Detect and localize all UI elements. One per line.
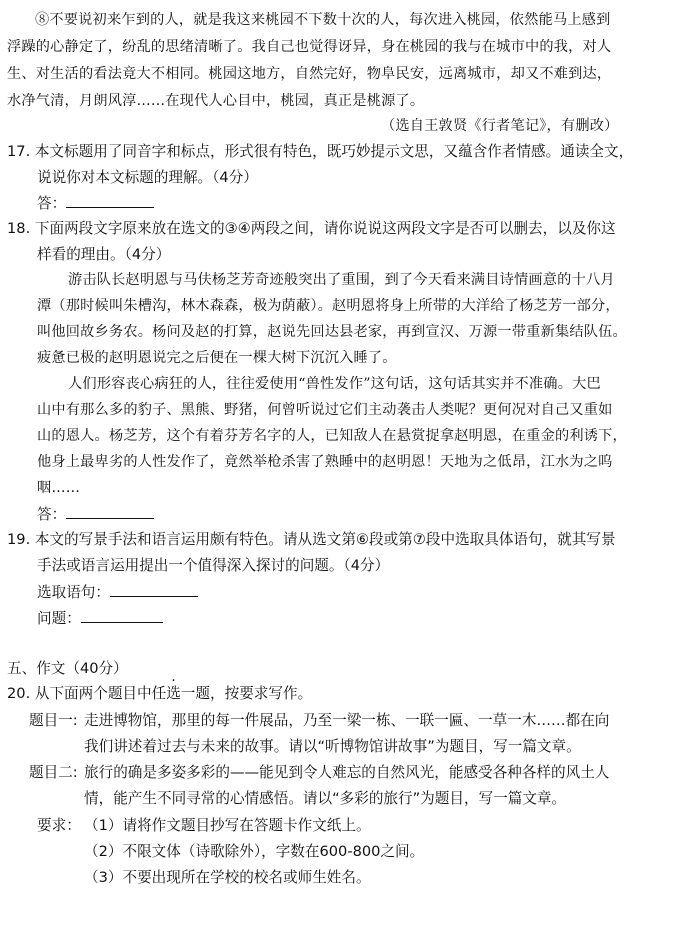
requirement-item: （3）不要出现所在学校的校名或师生姓名。 <box>84 869 371 886</box>
section-heading: 五、作文（40分） <box>7 660 128 677</box>
question-label: 问题： <box>37 610 81 627</box>
question-17-answer <box>37 193 154 214</box>
question-18-line: 18. 下面两段文字原来放在选文的③④两段之间，请你说说这两段文字是否可以删去，以及你这 <box>7 220 616 237</box>
topic1-line: 我们讲述着过去与未来的故事。请以“听博物馆讲故事”为题目，写一篇文章。 <box>84 738 581 755</box>
answer-blank[interactable] <box>66 193 154 208</box>
answer-label: 答： <box>37 195 67 212</box>
question-20-line <box>7 684 312 704</box>
passage-line: ⑧不要说初来乍到的人，就是我这来桃园不下数十次的人，每次进入桃园，依然能马上感到 <box>35 12 611 28</box>
question-17-line: 说说你对本文标题的理解。（4分） <box>37 169 258 186</box>
q20-prefix: 20. 从下面两个题目中 <box>7 685 152 702</box>
question-18-answer <box>37 504 154 525</box>
passage-line: 水净气清，月朗风淳……在现代人心目中，桃园，真正是桃源了。 <box>7 93 425 109</box>
q20-emphasis <box>152 685 196 702</box>
topic2-line: 旅行的确是多姿多彩的——能见到令人难忘的自然风光，能感受各种各样的风土人 <box>84 764 610 781</box>
answer-label: 答： <box>37 506 67 523</box>
excerpt-line: 潭（那时候叫朱槽沟，林木森森，极为荫蔽）。赵明恩将身上所带的大洋给了杨芝芳一部分， <box>37 298 620 314</box>
excerpt-line: 叫他回故乡务农。杨问及赵的打算，赵说先回达县老家，再到宣汉、万源一带重新集结队伍。 <box>37 324 627 340</box>
question-17-line: 17. 本文标题用了同音字和标点，形式很有特色，既巧妙提示文思，又蕴含作者情感。通读全文， <box>7 143 634 160</box>
excerpt-line: 游击队长赵明恩与马伕杨芝芳奇迹般突出了重围，到了今天看来满目诗情画意的十八月 <box>68 272 615 288</box>
excerpt-line: 山中有那么多的豹子、黑熊、野猪，何曾听说过它们主动袭击人类呢？更何况对自己又重如 <box>37 402 613 418</box>
excerpt-line: 疲惫已极的赵明恩说完之后便在一棵大树下沉沉入睡了。 <box>37 350 397 366</box>
requirement-item: （2）不限文体（诗歌除外），字数在600-800之间。 <box>84 843 425 860</box>
excerpt-line: 咽…… <box>37 480 81 496</box>
question-18-line: 样看的理由。（4分） <box>37 246 171 263</box>
topic2-label: 题目二: <box>29 764 78 781</box>
requirement-item: （1）请将作文题目抄写在答题卡作文纸上。 <box>84 817 371 834</box>
excerpt-line: 他身上最卑劣的人性发作了，竟然举枪杀害了熟睡中的赵明恩！天地为之低昂，江水为之呜 <box>37 454 613 470</box>
topic2-line: 情，能产生不同寻常的心情感悟。请以“多彩的旅行”为题目，写一篇文章。 <box>84 790 567 807</box>
selected-sentence-blank[interactable] <box>110 582 198 597</box>
question-blank[interactable] <box>81 608 163 623</box>
excerpt-line: 人们形容丧心病狂的人，往往爱使用“兽性发作”这句话，这句话其实并不准确。大巴 <box>68 376 601 392</box>
question-19-line: 手法或语言运用提出一个值得深入探讨的问题。（4分） <box>37 557 390 574</box>
answer-blank[interactable] <box>66 504 154 519</box>
passage-line: 生、对生活的看法竟大不相同。桃园这地方，自然完好，物阜民安，远离城市，却又不难到达， <box>7 66 612 82</box>
q20-suffix: 题，按要求写作。 <box>195 685 313 702</box>
question-row <box>37 608 163 629</box>
passage-line: 浮躁的心静定了，纷乱的思绪清晰了。我自己也觉得讶异，身在桃园的我与在城市中的我，对人 <box>7 39 612 55</box>
passage-source: （选自王敦贤《行者笔记》，有删改） <box>381 118 619 134</box>
selected-sentence-row <box>37 582 198 603</box>
requirements-label: 要求： <box>37 817 81 834</box>
question-19-line: 19. 本文的写景手法和语言运用颇有特色。请从选文第⑥段或第⑦段中选取具体语句，就其写景 <box>7 531 616 548</box>
topic1-label: 题目一: <box>29 712 78 729</box>
selected-sentence-label: 选取语句： <box>37 584 110 601</box>
excerpt-line: 山的恩人。杨芝芳，这个有着芬芳名字的人，已知敌人在悬赏捉拿赵明恩，在重金的利诱下， <box>37 428 627 444</box>
topic1-line: 走进博物馆，那里的每一件展品，乃至一梁一栋、一联一匾、一草一木……都在向 <box>84 712 610 729</box>
q20-emphasis-text: 任选一 <box>151 685 196 702</box>
